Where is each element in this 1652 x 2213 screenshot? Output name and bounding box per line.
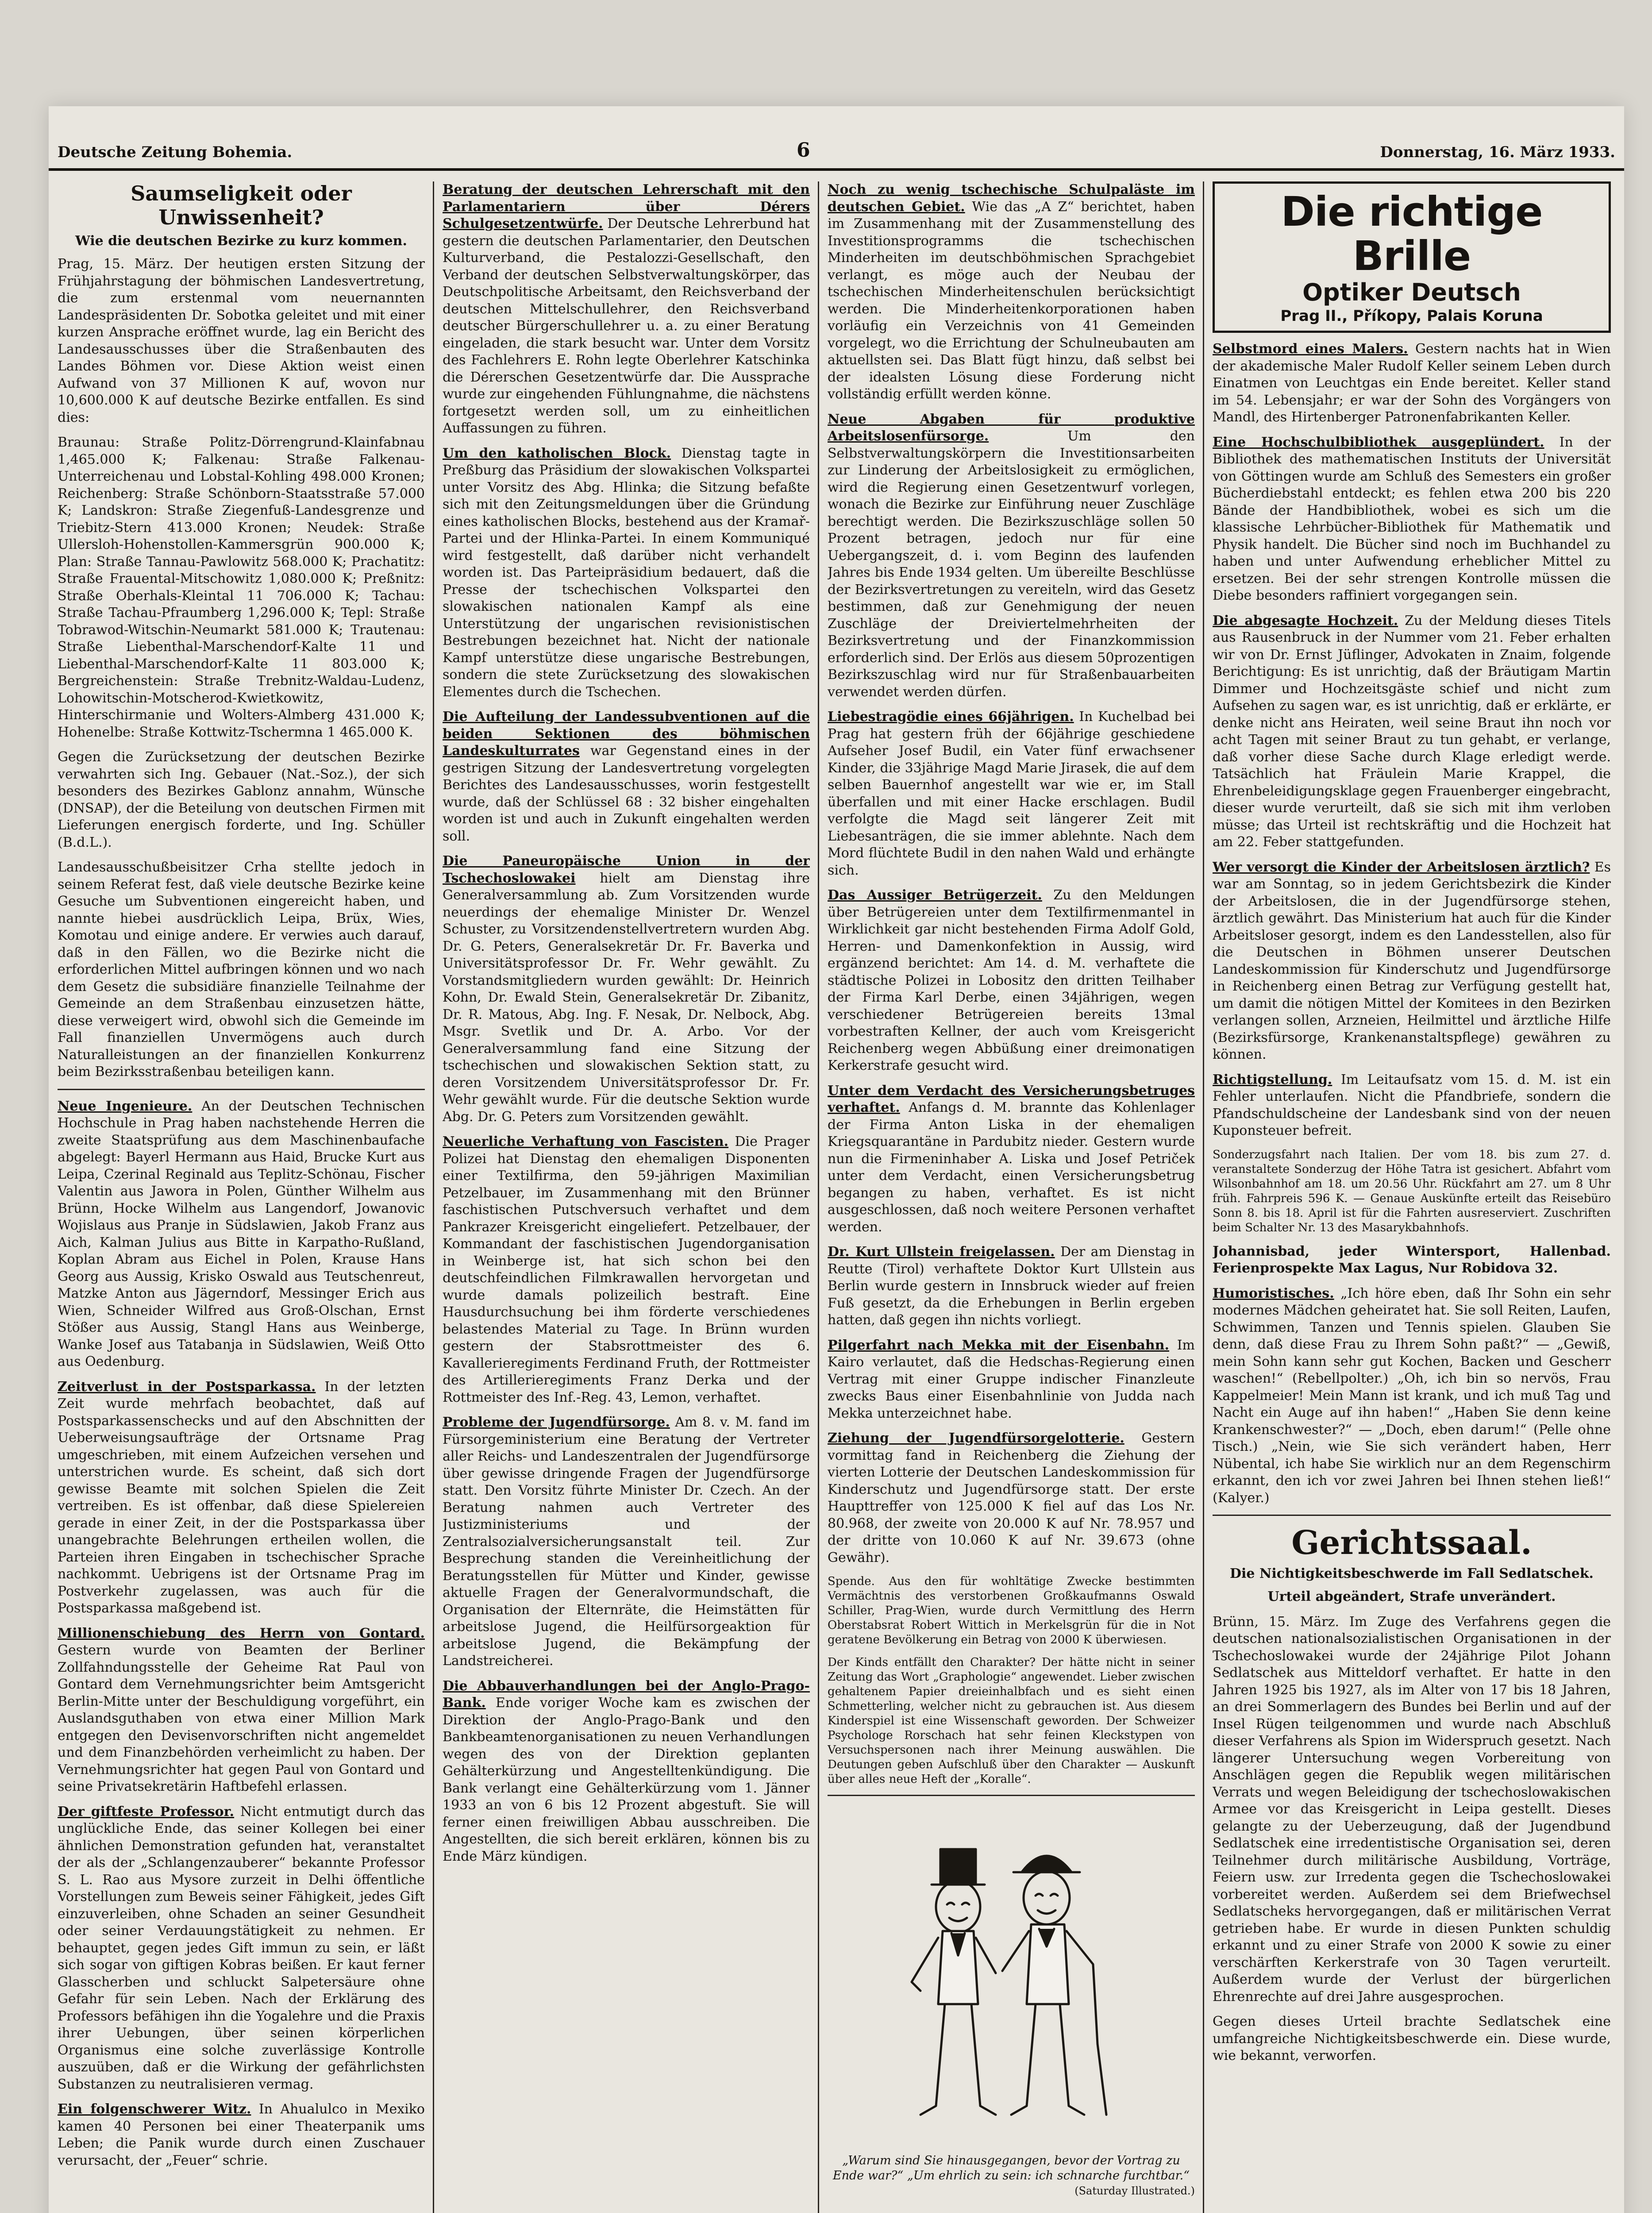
news-item bbox=[443, 445, 810, 701]
news-item bbox=[828, 1430, 1195, 1566]
article-paragraph: Landesausschußbeisitzer Crha stellte jedoch in seinem Referat fest, daß viele deutsche Bezirke keine Gesuche um Subventionen eingereicht haben, und nannte hiebei ausdrücklich Leipa, Brüx, Wies, Komotau und einige andere. Er verwies auch darauf, daß in den Fällen, wo die Bezirke nicht die erforderlichen Mittel aufbringen können und wo nach dem Gesetz die subsidiäre finanzielle Teilnahme der Gemeinde an dem Straßenbau einzusetzen hätte, diese verweigert wird, obwohl sich die Gemeinde im Fall finanziellen Unvermögens auch durch Naturalleistungen an der finanziellen Konkurrenz beim Bezirksstraßenbau beteiligen kann. bbox=[58, 860, 425, 1080]
news-item bbox=[443, 1414, 810, 1670]
news-item: Spende. Aus den für wohltätige Zwecke bestimmten Vermächtnis des verstorbenen Großkaufmanns Oswald Schiller, Prag-Wien, wurde durch Vermittlung des Herrn Oberstabsrat Robert Wittich in Merkelsgrün für die in Not geratene Bevölkerung ein Betrag von 2000 K überwiesen. bbox=[828, 1575, 1195, 1646]
subheadline: Wie die deutschen Bezirke zu kurz kommen. bbox=[75, 233, 407, 249]
article-paragraph: Gegen die Zurücksetzung der deutschen Bezirke verwahrten sich Ing. Gebauer (Nat.-Soz.), der sich besonders des Bezirkes Gablonz annahm, Wünsche (DNSAP), der die Beteilung von deutschen Firmen mit Lieferungen energisch forderte, und Ing. Schüller (B.d.L.). bbox=[58, 749, 425, 850]
item-text: Zu den Meldungen über Betrügereien unter dem Textilfirmenmantel in Wirklichkeit gar nicht bestehenden Firma Adolf Gold, Herren- und Damenkonfektion in Aussig, wird ergänzend berichtet: Am 14. d. M. verhaftete die städtische Polizei in Lobositz den dritten Teilhaber der Firma Karl Derbe, einen 34jährigen, wegen verschiedener Betrügereien bereits 13mal vorbestraften Kellner, der auch vom Kreisgericht Reichenberg wegen Abbüßung einer dreimonatigen Kerkerstrafe gesucht wird. bbox=[828, 887, 1195, 1073]
cartoon-drawing bbox=[828, 1796, 1195, 2141]
news-item bbox=[828, 411, 1195, 701]
item-heading: Die abgesagte Hochzeit. bbox=[1213, 613, 1398, 628]
item-heading: Ziehung der Jugendfürsorgelotterie. bbox=[828, 1430, 1124, 1446]
news-item bbox=[828, 1244, 1195, 1329]
article-paragraph: Brünn, 15. März. Im Zuge des Verfahrens gegen die deutschen nationalsozialistischen Organisationen in der Tschechoslowakei wurde der 24jährige Pilot Johann Sedlatschek aus Mitteldorf verhaftet. Er hatte in den Jahren 1925 bis 1927, als im Alter von 17 bis 18 Jahren, an drei Sommerlagern des Bundes bei Berlin und auf der Insel Rügen teilgenommen und wurde nach Abschluß dieser Verfahrens als Spion im Widerspruch gesetzt. Nach längerer Untersuchung wegen Vorbereitung von Anschlägen gegen die Republik wegen militärischen Verrats und wegen Beleidigung der tschechoslowakischen Armee vor das Kreisgericht in Leipa gestellt. Dieses gelangte zu der Ueberzeugung, daß der Jugendbund Sedlatschek eine irredentistische Organisation sei, deren Teilnehmer durch militärische Ausbildung, Vorträge, Feiern usw. zur Irredenta gegen die Tschechoslowakei vorbereitet werden. Außerdem sei dem Briefwechsel Sedlatscheks hervorgegangen, daß er militärischen Verrat getrieben habe. Er wurde in diesen Punkten schuldig erkannt und zu einer Strafe von 2000 K sowie zu einer verschärften Kerkerstrafe von 30 Tagen verurteilt. Außerdem wurde der Verlust der bürgerlichen Ehrenrechte auf drei Jahre ausgesprochen. bbox=[1213, 1614, 1611, 2005]
item-text: Nicht entmutigt durch das unglückliche Ende, das seiner Kollegen bei einer ähnlichen Demonstration gefunden hat, veranstaltet der als der „Schlangenzauberer“ bekannte Professor S. L. Rao aus Mysore zurzeit in Delhi öffentliche Vorstellungen zum Beweis seiner Fähigkeit, jedes Gift einzuverleiben, ohne Schaden an seiner Gesundheit oder seiner Verdauungstätigkeit zu nehmen. Er behauptet, gegen jedes Gift immun zu sein, er läßt sich sogar von giftigen Kobras beißen. Er kaut ferner Glasscherben und schluckt Salpetersäure ohne Gefahr für sein Leben. Nach der Erklärung des Professors befähigen ihn die Yogalehre und die Praxis ihrer Uebungen, über seinen körperlichen Organismus eine solche zuverlässige Kontrolle auszuüben, daß er die Wirkung der gefährlichsten Substanzen zu neutralisieren vermag. bbox=[58, 1804, 425, 2092]
item-text: Anfangs d. M. brannte das Kohlenlager der Firma Anton Liska in der ehemaligen Kriegsquarantäne in Pardubitz nieder. Gestern wurde nun die Firmeninhaber A. Liska und Josef Petriček unter dem Verdacht, einen Versicherungsbetrug begangen zu haben, verhaftet. Es ist nicht ausgeschlossen, daß noch weitere Personen verhaftet werden. bbox=[828, 1100, 1195, 1235]
notice: Johannisbad, jeder Wintersport, Hallenbad. Ferienprospekte Max Lagus, Nur Robidova 32. bbox=[1213, 1243, 1611, 1276]
news-item bbox=[828, 1337, 1195, 1423]
item-text: Im Kairo verlautet, daß die Hedschas-Regierung einen Vertrag mit einer Gruppe indischer Finanzleute zwecks Baus einer Eisenbahnlinie von Judda nach Mekka unterzeichnet habe. bbox=[828, 1337, 1195, 1421]
column-2 bbox=[443, 181, 810, 2213]
news-item bbox=[443, 1678, 810, 1866]
item-heading: Ein folgenschwerer Witz. bbox=[58, 2101, 251, 2117]
article-heading: Die Nichtigkeitsbeschwerde im Fall Sedlatschek. bbox=[1230, 1566, 1594, 1581]
item-text: Der am Dienstag in Reutte (Tirol) verhaftete Doktor Kurt Ullstein aus Berlin wurde gestern in Innsbruck wieder auf freien Fuß gesetzt, da die Erhebungen in Berlin ergeben hatten, daß gegen ihn nichts vorliegt. bbox=[828, 1244, 1195, 1328]
item-text: Wie das „A Z“ berichtet, haben im Zusammenhang mit der Zusammenstellung des Investitionsprogramms die tschechischen Minderheiten im deutschböhmischen Sprachgebiet verlangt, es möge auch der Neubau der tschechischen Minderheitenschulen berücksichtigt werden. Die Minderheitenkorporationen haben vorläufig ein Verzeichnis von 41 Gemeinden vorgelegt, wo die Errichtung der Schulneubauten am aktuellsten sei. Das Blatt fügt hinzu, daß selbst bei der idealsten Lösung diese Forderung nicht vollständig erfüllt werden könne. bbox=[828, 199, 1195, 402]
article-paragraph: Gegen dieses Urteil brachte Sedlatschek eine umfangreiche Nichtigkeitsbeschwerde ein. Diese wurde, wie bekannt, verworfen. bbox=[1213, 2014, 1611, 2063]
item-heading: Millionenschiebung des Herrn von Gontard. bbox=[58, 1625, 425, 1641]
ad-headline: Die richtige Brille bbox=[1281, 188, 1543, 280]
item-heading: Unter dem Verdacht des Versicherungsbetruges verhaftet. bbox=[828, 1083, 1195, 1115]
ad-address: Prag II., Příkopy, Palais Koruna bbox=[1280, 307, 1543, 325]
item-text: Die Prager Polizei hat Dienstag den ehemaligen Disponenten einer Textilfirma, den 59-jährigen Maximilian Petzelbauer, im Zusammenhang mit den Brünner faschistischen Putschversuch verhaftet und dem Pankrazer Kreisgericht eingeliefert. Petzelbauer, der Kommandant der faschistischen Jugendorganisation in Weinberge ist, hat sich schon bei den deutschfeindlichen Filmkrawallen hervorgetan und wurde damals polizeilich bestraft. Eine Hausdurchsuchung bei ihm förderte verschiedenes belastendes Material zu Tage. In Brünn wurden gestern der Stabsrottmeister des 6. Kavallerieregiments Ferdinand Fruth, der Rottmeister des Artillerieregiments Franz Derka und der Rottmeister des Inf.-Reg. 43, Lemon, verhaftet. bbox=[443, 1134, 810, 1405]
item-heading: Die Abbauverhandlungen bei der Anglo-Prago-Bank. bbox=[443, 1678, 810, 1711]
item-heading: Die Aufteilung der Landessubventionen auf die beiden Sektionen des böhmischen Landeskulturrates bbox=[443, 709, 810, 759]
news-item bbox=[828, 1083, 1195, 1236]
headline: Saumseligkeit oder Unwissenheit? bbox=[131, 181, 352, 229]
page-number: 6 bbox=[797, 139, 810, 162]
item-text: In Kuchelbad bei Prag hat gestern früh der 66jährige geschiedene Aufseher Josef Budil, ein Vater fünf erwachsener Kinder, die 33jährige Magd Marie Jirasek, die auf dem selben Bauernhof angestellt war wie er, im Stall überfallen und mit einer Hacke erschlagen. Budil verfolgte die Magd seit längerer Zeit mit Liebesanträgen, die sie immer ablehnte. Nach dem Mord flüchtete Budil in den nahen Wald und erhängte sich. bbox=[828, 709, 1195, 878]
item-heading: Probleme der Jugendfürsorge. bbox=[443, 1415, 670, 1430]
article-subheading: Urteil abgeändert, Strafe unverändert. bbox=[1267, 1589, 1556, 1604]
item-text: Gestern wurde von Beamten der Berliner Zollfahndungsstelle der Geheime Rat Paul von Gontard dem Vernehmungsrichter beim Amtsgericht Berlin-Mitte unter der Beschuldigung vorgeführt, ein Auslandsguthaben von etwa einer Million Mark entgegen den Devisenvorschriften nicht angemeldet und dem Finanzbehörden verheimlicht zu haben. Der Vernehmungsrichter hat gegen Paul von Gontard und seine Privatsekretärin Haftbefehl erlassen. bbox=[58, 1642, 425, 1794]
newspaper-page bbox=[49, 106, 1624, 2213]
news-item bbox=[58, 1625, 425, 1796]
advertisement-optician bbox=[1213, 181, 1611, 333]
item-heading: Beratung der deutschen Lehrerschaft mit den Parlamentariern über Dérers Schulgesetzentwürfe. bbox=[443, 182, 810, 231]
section-title: Gerichtssaal. bbox=[1291, 1524, 1532, 1562]
news-item bbox=[58, 1098, 425, 1371]
news-item bbox=[58, 1379, 425, 1617]
item-text: Im Leitaufsatz vom 15. d. M. ist ein Fehler unterlaufen. Nicht die Pfandbriefe, sondern die Pfandschuldscheine der Landesbank sind von der neuen Kuponsteuer befreit. bbox=[1213, 1072, 1611, 1138]
news-item bbox=[58, 1804, 425, 2093]
column-4 bbox=[1213, 181, 1611, 2213]
item-text: In der Bibliothek des mathematischen Instituts der Universität von Göttingen wurde am Schluß des Semesters ein großer Bücherdiebstahl entdeckt; es fehlen etwa 200 bis 220 Bände der Handbibliothek, wobei es sich um die klassische Lehrbücher-Bibliothek für Mathematik und Physik handelt. Die Bücher sind noch im Buchhandel zu haben und unter Aufwendung erheblicher Mittel zu ersetzen. Bei der sehr strengen Kontrolle müssen die Diebe besonders raffiniert vorgegangen sein. bbox=[1213, 434, 1611, 603]
item-heading: Eine Hochschulbibliothek ausgeplündert. bbox=[1213, 434, 1544, 450]
item-heading: Die Paneuropäische Union in der Tschechoslowakei bbox=[443, 853, 810, 886]
item-text: war Gegenstand eines in der gestrigen Sitzung der Landesvertretung vorgelegten Berichtes des Landesausschusses, worin festgestellt wurde, daß der Schlüssel 68 : 32 bisher eingehalten worden ist und auch in Zukunft eingehalten werden soll. bbox=[443, 743, 810, 844]
news-item bbox=[443, 853, 810, 1126]
item-heading: Wer versorgt die Kinder der Arbeitslosen ärztlich? bbox=[1213, 859, 1590, 875]
news-item bbox=[828, 887, 1195, 1075]
item-heading: Neuerliche Verhaftung von Fascisten. bbox=[443, 1134, 729, 1149]
issue-date: Donnerstag, 16. März 1933. bbox=[1380, 143, 1615, 161]
news-item bbox=[443, 1133, 810, 1406]
item-text: Um den Selbstverwaltungskörpern die Investitionsarbeiten zur Linderung der Arbeitslosigkeit zu ermöglichen, wird die Regierung einen Gesetzentwurf vorlegen, wonach die Bezirke zur Einführung neuer Zuschläge berechtigt werden. Die Bezirkszuschläge sollen 50 Prozent betragen, jedoch nur für eine Uebergangszeit, d. i. vom Beginn des laufenden Jahres bis Ende 1934 gelten. Um übereilte Beschlüsse der Bezirksvertretungen zu vereiteln, wird das Gesetz bestimmen, daß zur Genehmigung der neuen Zuschläge der Dreiviertelmehrheiten der Bezirksvertretung und der Finanzkommission erforderlich sind. Der Erlös aus diesem 50prozentigen Bezirkszuschlag wird nur für Straßenbauarbeiten verwendet werden dürfen. bbox=[828, 428, 1195, 700]
ad-business-name: Optiker Deutsch bbox=[1302, 278, 1521, 306]
article-paragraph: Braunau: Straße Politz-Dörrengrund-Klainfabnau 1,465.000 K; Falkenau: Straße Falkenau-Unterreichenau und Lobstal-Kohling 498.000 Kronen; Reichenberg: Straße Schönborn-Staatsstraße 57.000 K; Landskron: Straße Ziegenfuß-Landesgrenze und Triebitz-Stern 413.000 Kronen; Neudek: Straße Ullersloh-Hohenstollen-Kammersgrün 900.000 K; Plan: Straße Tannau-Pawlowitz 568.000 K; Prachatitz: Straße Frauental-Mitschowitz 1,080.000 K; Preßnitz: Straße Oberhals-Kleintal 11 706.000 K; Tachau: Straße Tachau-Pfraumberg 1,296.000 K; Tepl: Straße Tobrawod-Witschin-Neumarkt 581.000 K; Trautenau: Straße Liebenthal-Marschendorf-Kalte 11 und Liebenthal-Marschendorf-Kalte 11 803.000 K; Bergreichenstein: Straße Trebnitz-Waldau-Ludenz, Lohowitschin-Motscherod-Kwietkowitz, Hinterschirmanie und Wolters-Almberg 431.000 K; Hohenelbe: Straße Kottwitz-Tschermna 1 465.000 K. bbox=[58, 435, 425, 740]
item-heading: Das Aussiger Betrügerzeit. bbox=[828, 887, 1042, 903]
notice: Sonderzugsfahrt nach Italien. Der vom 18. bis zum 27. d. veranstaltete Sonderzug der Höhe Tatra ist gesichert. Abfahrt vom Wilsonbahnhof am 18. um 20.56 Uhr. Rückfahrt am 27. um 8 Uhr früh. Fahrpreis 596 K. — Genaue Auskünfte erteilt das Reisebüro Sonn 8. bis 18. April ist für die Fahrten ausreserviert. Zuschriften beim Schalter Nr. 13 des Masarykbahnhofs. bbox=[1213, 1148, 1611, 1234]
cartoon-illustration bbox=[828, 1795, 1195, 2141]
news-item bbox=[1213, 859, 1611, 1064]
news-item bbox=[828, 181, 1195, 403]
item-heading: Pilgerfahrt nach Mekka mit der Eisenbahn. bbox=[828, 1337, 1169, 1353]
item-text: Der Deutsche Lehrerbund hat gestern die deutschen Parlamentarier, den Deutschen Kulturverband, die Pestalozzi-Gesellschaft, den Verband der deutschen Selbstverwaltungskörper, das Deutschpolitische Arbeitsamt, den Reichsverband der deutschen Mittelschullehrer, den Reichsverband deutscher Bürgerschullehrer u. a. zu einer Beratung eingeladen, die stark besucht war. Unter dem Vorsitz des Fachlehrers E. Rohn legte Oberlehrer Katschinka die Dérerschen Gesetzentwürfe dar. Die Aussprache wurde zur eingehenden Fühlungnahme, die nächstens fortgesetzt werden soll, um zu einheitlichen Auffassungen zu führen. bbox=[443, 216, 810, 436]
column-rule bbox=[818, 181, 819, 2213]
column-rule bbox=[433, 181, 434, 2213]
item-heading: Richtigstellung. bbox=[1213, 1072, 1332, 1087]
item-text: Es war am Sonntag, so in jedem Gerichtsbezirk die Kinder der Arbeitslosen, die in der Jugendfürsorge stehen, ärztlich gewährt. Das Ministerium hat auch für die Kinder Arbeitsloser gesorgt, indem es den Landesstellen, also für die Deutschen in Böhmen unserer Deutschen Landeskommission für Kinderschutz und Jugendfürsorge in Reichenberg einen Betrag zur Verfügung gestellt hat, um damit die nötigen Mittel der Komitees in den Bezirken verlangen sollen, Arzneien, Heilmittel und ärztliche Hilfe (Bezirksfürsorge, Krankenanstaltspflege) gewähren zu können. bbox=[1213, 859, 1611, 1062]
item-text: In Ahualulco in Mexiko kamen 40 Personen bei einer Theaterpanik ums Leben; die Panik wurde durch einen Zuschauer verursacht, der „Feuer“ schrie. bbox=[58, 2101, 425, 2168]
item-heading: Zeitverlust in der Postsparkassa. bbox=[58, 1379, 316, 1395]
item-heading: Dr. Kurt Ullstein freigelassen. bbox=[828, 1244, 1055, 1260]
article-lead: Prag, 15. März. Der heutigen ersten Sitzung der Frühjahrstagung der böhmischen Landesvertretung, die zum erstenmal vom neuernannten Landespräsidenten Dr. Sobotka geleitet und mit einer kurzen Ansprache eröffnet wurde, lag ein Bericht des Landesausschusses über die Straßenbauten des Landes Böhmen vor. Diese Aktion weist einen Aufwand von 37 Millionen K auf, wovon nur 10,600.000 K auf deutsche Bezirke entfallen. Es sind dies: bbox=[58, 256, 425, 425]
news-item bbox=[1213, 613, 1611, 851]
news-item bbox=[443, 181, 810, 437]
news-item bbox=[1213, 434, 1611, 605]
news-item bbox=[1213, 341, 1611, 426]
item-heading: Humoristisches. bbox=[1213, 1285, 1334, 1301]
item-text: „Ich höre eben, daß Ihr Sohn ein sehr modernes Mädchen geheiratet hat. Sie soll Reiten, Laufen, Schwimmen, Tanzen und Tennis spielen. Glauben Sie denn, daß diese Frau zu Ihrem Sohn paßt?“ — „Gewiß, mein Sohn kann sehr gut Kochen, Backen und Gescherr waschen!“ (Rebellpolter.) „Oh, ich bin so nervös, Frau Kappelmeier! Mein Mann ist krank, und ich muß Tag und Nacht ein Auge auf ihn haben!“ „Haben Sie denn keine Krankenschwester?“ — „Doch, eben darum!“ (Pelle ohne Tisch.) „Nein, wie Sie sich verändert haben, Herr Nübental, ich habe Sie wirklich nur an dem Regenschirm erkannt, den ich vor zwei Jahren bei Ihnen stehen ließ!“ (Kalyer.) bbox=[1213, 1285, 1611, 1506]
item-heading: Neue Abgaben für produktive Arbeitslosenfürsorge. bbox=[828, 411, 1195, 444]
news-item bbox=[1213, 1285, 1611, 1507]
item-text: Zu der Meldung dieses Titels aus Rausenbruck in der Nummer vom 21. Feber erhalten wir von Dr. Ernst Jüflinger, Advokaten in Znaim, folgende Berichtigung: Es ist unrichtig, daß der Bräutigam Martin Dimmer und Hochzeitsgäste schief und nicht zum Aufsehen zu sagen war, es ist unrichtig, daß er erklärte, er denke nicht ans Heiraten, weil seine Braut ihn noch vor acht Tagen mit seiner Braut zu tun gehabt, er verlange, daß vorher diese Sache durch Klage erledigt werde. Tatsächlich hat Fräulein Marie Krappel, die Ehrenbeleidigungsklage gegen Frauenberger eingebracht, dieser wurde verurteilt, daß sie sich mit ihm verloben müsse; das Urteil ist rechtskräftig und die Hochzeit hat am 22. Feber stattgefunden. bbox=[1213, 613, 1611, 850]
item-text: Dienstag tagte in Preßburg das Präsidium der slowakischen Volkspartei unter Vorsitz des Abg. Hlinka; die Sitzung befaßte sich mit den Zeitungsmeldungen über die Gründung eines katholischen Blocks, bestehend aus der Kramař-Partei und der Hlinka-Partei. In einem Kommuniqué wird festgestellt, daß darüber nicht verhandelt worden ist. Das Parteipräsidium bedauert, daß die Presse der tschechischen Volkspartei den slowakischen nationalen Kampf als eine Unterstützung der ungarischen revisionistischen Bestrebungen bezeichnet hat. Nicht der nationale Kampf unterstütze diese ungarische Bestrebungen, sondern die stete Zurücksetzung des slowakischen Elementes durch die Tschechen. bbox=[443, 445, 810, 700]
column-rule bbox=[1203, 181, 1204, 2213]
news-item bbox=[443, 709, 810, 845]
item-text: hielt am Dienstag ihre Generalversammlung ab. Zum Vorsitzenden wurde neuerdings der ehemalige Minister Dr. Wenzel Schuster, zu Vorsitzendenstellvertretern wurden Abg. Dr. G. Peters, Generalsekretär Dr. Fr. Baverka und Universitätsprofessor Dr. Fr. Wehr gewählt. Zu Vorstandsmitgliedern wurden gewählt: Dr. Heinrich Kohn, Dr. Ewald Stein, Generalsekretär Dr. Zibanitz, Dr. R. Matous, Abg. Ing. F. Nesak, Dr. Nelbock, Abg. Msgr. Svetlik und Dr. A. Arbo. Vor der Generalversammlung fand eine Sitzung der tschechischen und slowakischen Sektion statt, zu deren Vorsitzendem Universitätsprofessor Dr. Fr. Wehr gewählt wurde. Für die deutsche Sektion wurde Abg. Dr. G. Peters zum Vorsitzenden gewählt. bbox=[443, 870, 810, 1125]
item-heading: Der giftfeste Professor. bbox=[58, 1804, 235, 1820]
news-item bbox=[58, 2101, 425, 2169]
item-text: Gestern nachts hat in Wien der akademische Maler Rudolf Keller seinem Leben durch Einatmen von Leuchtgas ein Ende bereitet. Keller stand im 54. Lebensjahr; er war der Sohn des Vorgängers von Mandl, des Hirtenberger Patronenfabrikanten Keller. bbox=[1213, 341, 1611, 425]
caption-source: (Saturday Illustrated.) bbox=[1074, 2185, 1195, 2197]
masthead bbox=[49, 137, 1624, 171]
paper-name: Deutsche Zeitung Bohemia. bbox=[58, 143, 293, 161]
item-text: Am 8. v. M. fand im Fürsorgeministerium eine Beratung der Vertreter aller Reichs- und Landeszentralen der Jugendfürsorge über gewisse dringende Fragen der Jugendfürsorge statt. Den Vorsitz führte Minister Dr. Czech. An der Beratung nahmen auch Vertreter des Justizministeriums und der Zentralsozialversicherungsanstalt teil. Zur Besprechung standen die Vereinheitlichung der Beratungsstellen für Mütter und Kinder, gewisse aktuelle Fragen der Generalvormundschaft, die Organisation der Elternräte, die Heimstätten für arbeitslose Jugend, die Heilfürsorgeaktion für arbeitslose Jugend, die Bekämpfung der Landstreicherei. bbox=[443, 1415, 810, 1669]
item-heading: Selbstmord eines Malers. bbox=[1213, 341, 1408, 357]
column-3 bbox=[828, 181, 1195, 2213]
item-text: Ende voriger Woche kam es zwischen der Direktion der Anglo-Prago-Bank und den Bankbeamtenorganisationen zu neuen Verhandlungen wegen des von der Direktion geplanten Gehälterkürzung und Angestelltenkündigung. Die Bank verlangt eine Gehälterkürzung vom 1. Jänner 1933 an von 6 bis 12 Prozent abgestuft. Sie will ferner einen freiwilligen Abbau ausschreiben. Die Angestellten, die sich bereit erklären, können bis zu Ende März kündigen. bbox=[443, 1695, 810, 1864]
column-1 bbox=[58, 181, 425, 2213]
item-heading: Liebestragödie eines 66jährigen. bbox=[828, 709, 1074, 725]
divider bbox=[58, 1089, 425, 1090]
caption-text: „Warum sind Sie hinausgegangen, bevor der Vortrag zu Ende war?“ „Um ehrlich zu sein: ich schnarche furchtbar.“ bbox=[832, 2154, 1190, 2182]
item-heading: Um den katholischen Block. bbox=[443, 445, 671, 461]
news-item bbox=[1213, 1072, 1611, 1140]
cartoon-caption bbox=[828, 2153, 1195, 2198]
news-item bbox=[828, 709, 1195, 879]
divider bbox=[1213, 1515, 1611, 1516]
item-text: An der Deutschen Technischen Hochschule in Prag haben nachstehende Herren die zweite Staatsprüfung aus dem Maschinenbaufache abgelegt: Bayerl Hermann aus Haid, Brucke Kurt aus Leipa, Czerinal Reginald aus Teplitz-Schönau, Fischer Valentin aus Jawora in Polen, Günther Wilhelm aus Brünn, Hocke Wilhelm aus Langendorf, Jowanovic Wojislaus aus Pranje in Südslawien, Jakob Franz aus Aich, Kalman Julius aus Bitte in Karpatho-Rußland, Koplan Abram aus Eichel in Polen, Krause Hans Georg aus Aussig, Krisko Oswald aus Teutschenreut, Matzke Anton aus Jägerndorf, Messinger Erich aus Wien, Schneider Wilfred aus Groß-Olschan, Ernst Stößer aus Aussig, Stangl Hans aus Weinberge, Wanke Josef aus Tatabanja in Südslawien, Weiß Otto aus Oedenburg. bbox=[58, 1098, 425, 1369]
news-item: Der Kinds entfällt den Charakter? Der hätte nicht in seiner Zeitung das Wort „Graphologie“ angewendet. Lieber zwischen gehaltenem Papier dreieinhalbfach und es sieht einen Schmetterling, welcher nicht zu gebrauchen ist. Aus diesem Kinderspiel ist eine Wissenschaft geworden. Der Schweizer Psychologe Rorschach hat sehr feinen Kleckstypen von Versuchspersonen nach ihrer Meinung auswählen. Die Deutungen geben Aufschluß über den Charakter — Auskunft über alles neue Heft der „Koralle“. bbox=[828, 1656, 1195, 1786]
item-text: In der letzten Zeit wurde mehrfach beobachtet, daß auf Postsparkassenschecks und auf den Abschnitten der Ueberweisungsaufträge der Ortsname Prag umgeschrieben, mit einem Aufzeichen versehen und unterstrichen wurde. Es scheint, daß sich dort gewisse Beamte mit solchen Spielen die Zeit vertreiben. Es ist offenbar, daß diese Spielereien gerade in einer Zeit, in der die Postsparkassa über unangebrachte Belehrungen ertheilen wollen, die Parteien ihren Eingaben in tschechischer Sprache nachkommt. Uebrigens ist der Ortsname Prag im Postverkehr zugelassen, was auch für die Postsparkassa maßgebend ist. bbox=[58, 1379, 425, 1616]
item-heading: Neue Ingenieure. bbox=[58, 1098, 193, 1114]
item-text: Gestern vormittag fand in Reichenberg die Ziehung der vierten Lotterie der Deutschen Landeskommission für Kinderschutz und Jugendfürsorge statt. Der erste Haupttreffer von 125.000 K fiel auf das Los Nr. 80.968, der zweite von 20.000 K auf Nr. 78.957 und der dritte von 10.060 K auf Nr. 39.673 (ohne Gewähr). bbox=[828, 1430, 1195, 1565]
item-heading: Noch zu wenig tschechische Schulpaläste im deutschen Gebiet. bbox=[828, 182, 1195, 215]
